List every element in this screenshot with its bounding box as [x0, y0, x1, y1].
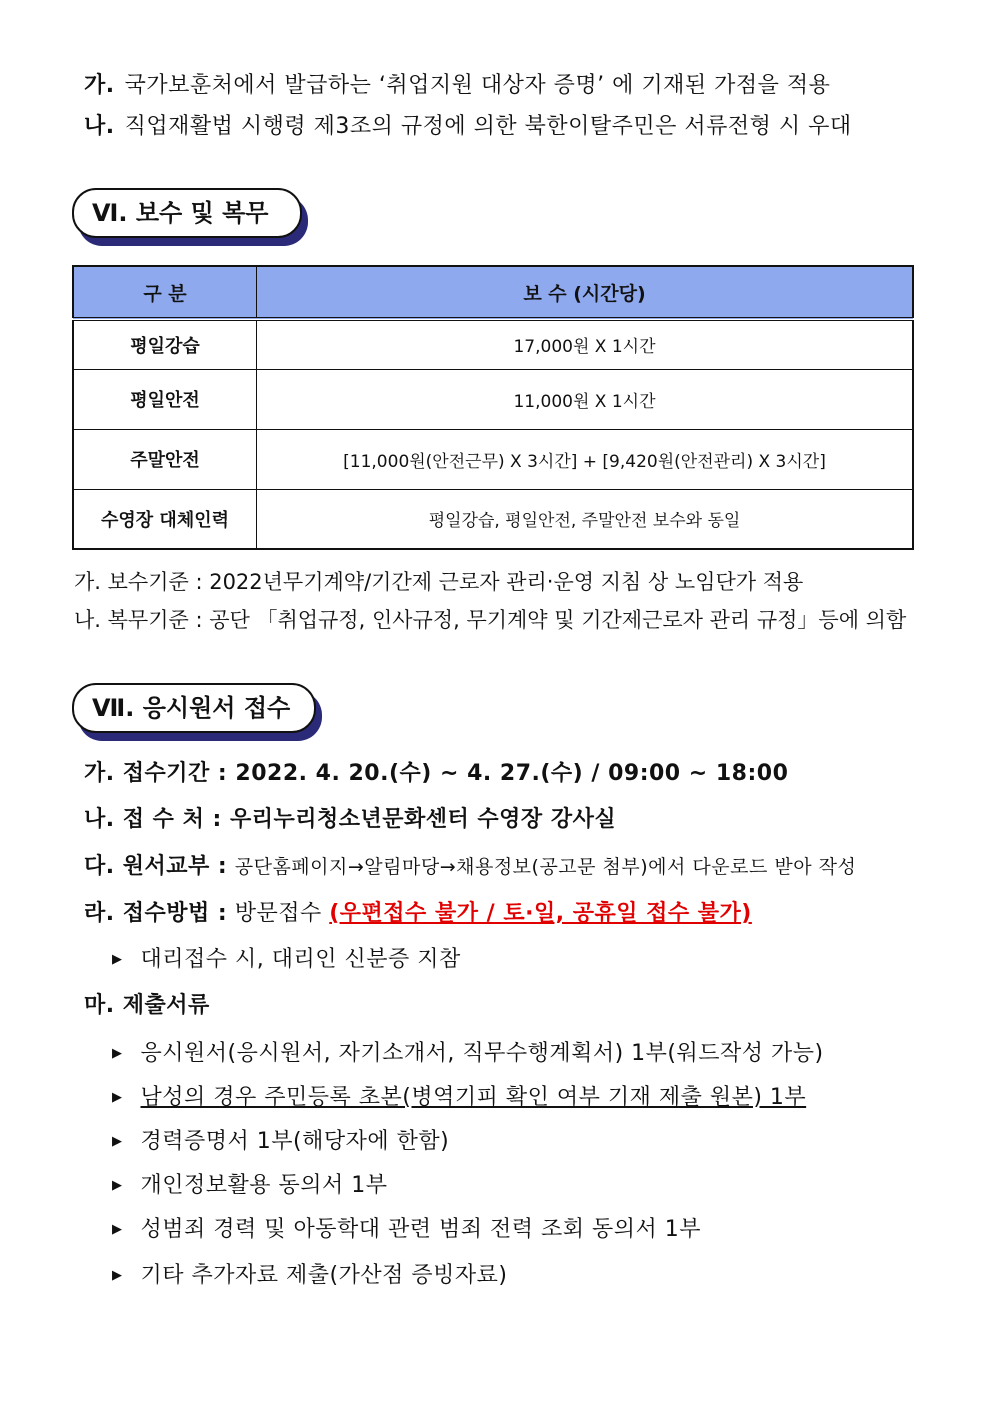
triangle-right-icon: ▶	[112, 1046, 123, 1061]
triangle-right-icon: ▶	[112, 1222, 123, 1237]
row-label: 수영장 대체인력	[73, 489, 257, 549]
doc-text: 응시원서(응시원서, 자기소개서, 직무수행계획서) 1부(워드작성 가능)	[140, 1041, 824, 1066]
period-value: 2022. 4. 20.(수) ~ 4. 27.(수) / 09:00 ~ 18:00	[235, 761, 789, 786]
triangle-right-icon: ▶	[112, 1090, 123, 1105]
intro-na-text: 직업재활법 시행령 제3조의 규정에 의한 북한이탈주민은 서류전형 시 우대	[124, 114, 852, 139]
method-warning: (우편접수 불가 / 토·일, 공휴일 접수 불가)	[329, 901, 752, 926]
place-value: 우리누리청소년문화센터 수영장 강사실	[229, 807, 617, 832]
form-distribution	[84, 849, 856, 880]
list-item	[112, 1212, 701, 1243]
row-label: 평일강습	[73, 319, 257, 369]
table-header-row	[73, 266, 913, 319]
table-row	[73, 319, 913, 369]
intro-na-marker: 나.	[84, 114, 115, 139]
table-row	[73, 429, 913, 489]
row-value: [11,000원(안전근무) X 3시간] + [9,420원(안전관리) X 3시간]	[257, 429, 914, 489]
row-label: 평일안전	[73, 369, 257, 429]
doc-text: 개인정보활용 동의서 1부	[140, 1173, 388, 1198]
pay-standard-note: 가. 보수기준 : 2022년무기계약/기간제 근로자 관리‧운영 지침 상 노임단가 적용	[74, 570, 804, 594]
row-value: 17,000원 X 1시간	[257, 319, 914, 369]
proxy-note	[112, 942, 461, 973]
triangle-right-icon: ▶	[112, 1134, 123, 1149]
triangle-right-icon: ▶	[112, 1268, 123, 1283]
period-label: 가. 접수기간 :	[84, 761, 228, 786]
table-row	[73, 489, 913, 549]
list-item	[112, 1168, 388, 1199]
intro-item-na	[84, 109, 852, 140]
triangle-right-icon: ▶	[112, 1178, 123, 1193]
list-item	[112, 1124, 449, 1155]
form-label: 다. 원서교부 :	[84, 854, 228, 879]
method-value: 방문접수	[234, 901, 322, 926]
section-6-heading	[72, 188, 302, 238]
proxy-note-text: 대리접수 시, 대리인 신분증 지참	[140, 947, 461, 972]
section-7-heading	[72, 683, 316, 733]
header-category: 구 분	[73, 266, 257, 319]
list-item	[112, 1080, 806, 1111]
row-value: 11,000원 X 1시간	[257, 369, 914, 429]
docs-title: 마. 제출서류	[84, 993, 210, 1018]
intro-ga-marker: 가.	[84, 73, 115, 98]
application-period	[84, 756, 788, 787]
section-6-title: Ⅵ. 보수 및 복무	[72, 188, 302, 238]
row-label: 주말안전	[73, 429, 257, 489]
doc-text: 남성의 경우 주민등록 초본(병역기피 확인 여부 기재 제출 원본) 1부	[140, 1085, 807, 1110]
intro-ga-text: 국가보훈처에서 발급하는 ‘취업지원 대상자 증명’ 에 기재된 가점을 적용	[124, 73, 831, 98]
row-value: 평일강습, 평일안전, 주말안전 보수와 동일	[257, 489, 914, 549]
method-label: 라. 접수방법 :	[84, 901, 228, 926]
list-item	[112, 1258, 507, 1289]
table-row	[73, 369, 913, 429]
doc-text: 기타 추가자료 제출(가산점 증빙자료)	[140, 1263, 508, 1288]
list-item	[112, 1036, 824, 1067]
duty-standard-note: 나. 복무기준 : 공단 「취업규정, 인사규정, 무기계약 및 기간제근로자 관리 규정」등에 의함	[74, 608, 907, 632]
doc-text: 성범죄 경력 및 아동학대 관련 범죄 전력 조회 동의서 1부	[140, 1217, 701, 1242]
pay-table	[72, 265, 914, 550]
triangle-right-icon: ▶	[112, 952, 123, 967]
intro-item-ga	[84, 68, 830, 99]
section-7-title: Ⅶ. 응시원서 접수	[72, 683, 316, 733]
doc-text: 경력증명서 1부(해당자에 한함)	[140, 1129, 450, 1154]
application-method	[84, 896, 752, 927]
form-value: 공단홈페이지→알림마당→채용정보(공고문 첨부)에서 다운로드 받아 작성	[234, 856, 857, 878]
header-pay: 보 수 (시간당)	[257, 266, 914, 319]
application-place	[84, 802, 616, 833]
place-label: 나. 접 수 처 :	[84, 807, 222, 832]
